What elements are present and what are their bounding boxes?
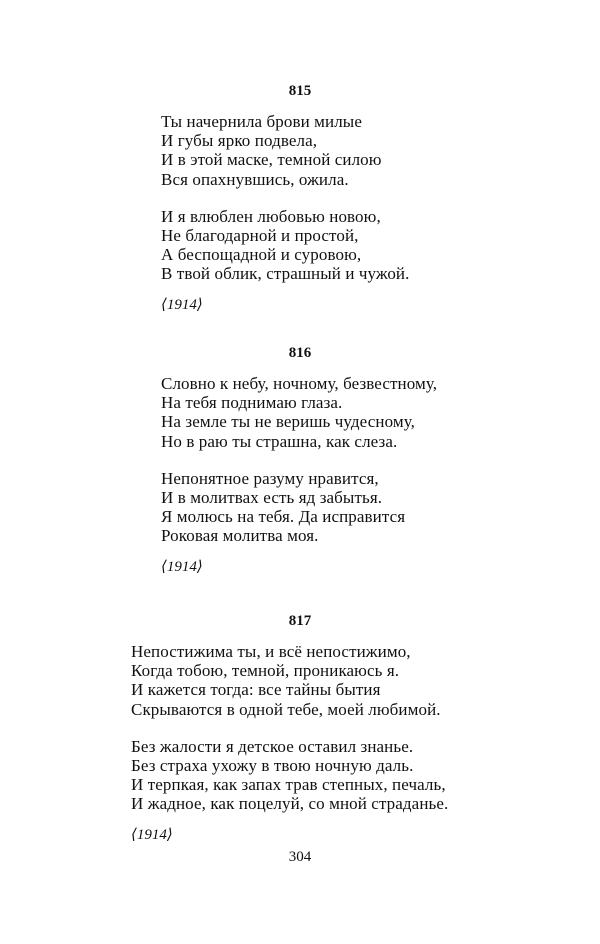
poem-date: ⟨1914⟩ [161,558,203,575]
verse-line: Скрываются в одной тебе, моей любимой. [131,699,441,719]
verse-line: И терпкая, как запах трав степных, печаль, [131,775,446,795]
verse-line: Без страха ухожу в твою ночную даль. [131,756,414,776]
stanza [161,469,437,546]
page-number: 304 [288,849,312,865]
verse-line: И в этой маске, темной силою [161,150,382,170]
poem-number-815: 815 [288,83,312,99]
poem-816 [161,374,437,576]
verse-line: И жадное, как поцелуй, со мной страданье. [131,794,449,814]
stanza [161,207,409,284]
poem-number-816: 816 [288,345,312,361]
poem-number-817: 817 [288,613,312,629]
verse-line: Словно к небу, ночному, безвестному, [161,374,438,393]
verse-line: Но в раю ты страшна, как слеза. [161,431,398,451]
verse-line: Непостижима ты, и всё непостижимо, [131,642,411,661]
verse-line: На тебя поднимаю глаза. [161,393,343,413]
verse-line: И кажется тогда: все тайны бытия [131,680,381,700]
poem-date: ⟨1914⟩ [131,826,173,843]
verse-line: Ты начернила брови милые [161,112,362,131]
verse-line: Без жалости я детское оставил знанье. [131,736,414,756]
verse-line: И в молитвах есть яд забытья. [161,488,383,508]
poem-date: ⟨1914⟩ [161,296,203,313]
verse-line: А беспощадной и суровою, [161,245,362,265]
stanza [161,374,437,451]
verse-line: В твой облик, страшный и чужой. [161,264,410,284]
verse-line: Вся опахнувшись, ожила. [161,169,349,189]
poem-817 [131,642,448,844]
poem-815 [161,112,409,314]
verse-line: Я молюсь на тебя. Да исправится [161,507,406,527]
verse-line: Непонятное разуму нравится, [161,468,379,488]
stanza [161,112,409,189]
verse-line: Когда тобою, темной, проникаюсь я. [131,661,400,681]
verse-line: И губы ярко подвела, [161,131,318,151]
verse-line: На земле ты не веришь чудесному, [161,412,415,432]
stanza [131,737,448,814]
verse-line: Не благодарной и простой, [161,226,359,246]
verse-line: Роковая молитва моя. [161,526,319,546]
stanza [131,642,448,719]
verse-line: И я влюблен любовью новою, [161,206,381,226]
